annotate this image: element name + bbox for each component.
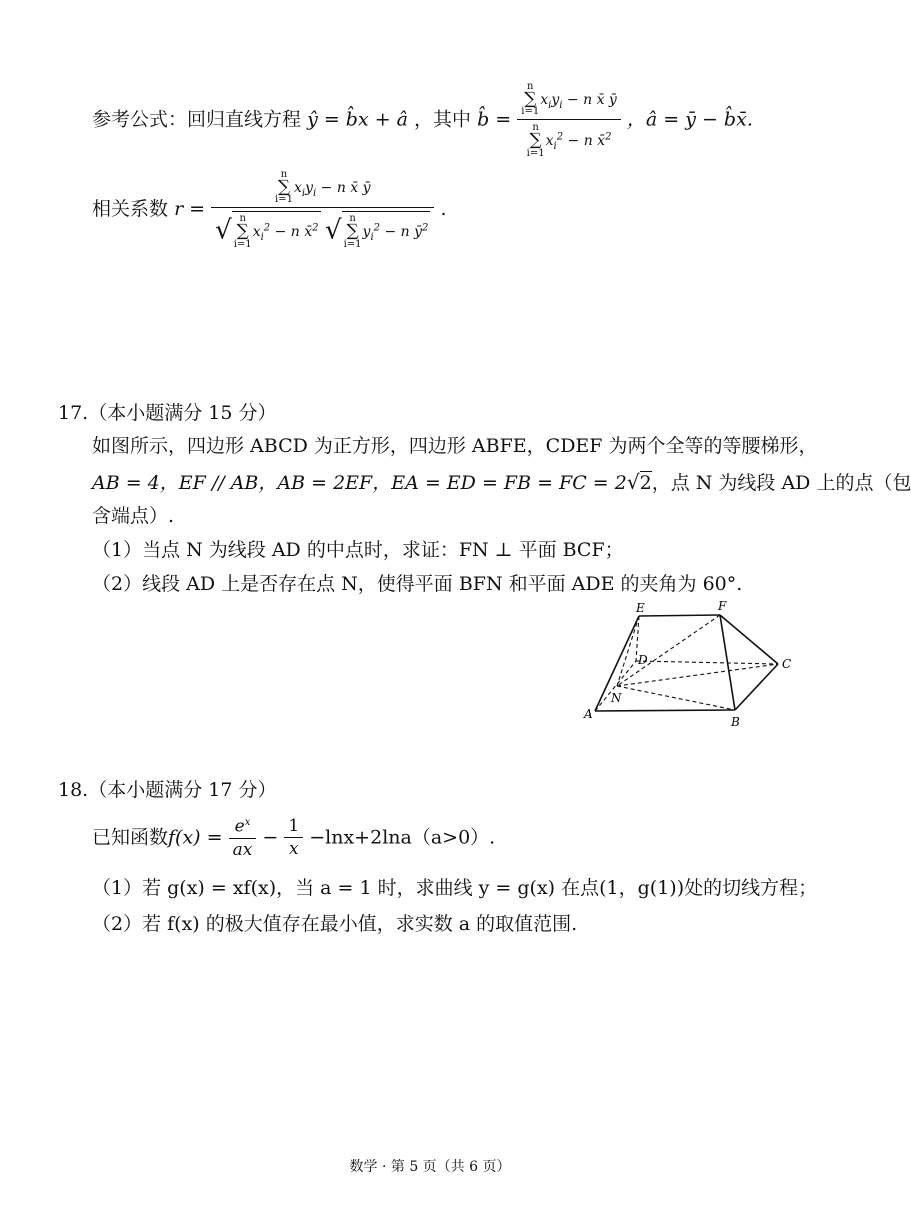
q18-function: 已知函数f(x) = $\frac{e^x}{ax}$ − $\frac{1}{x}$ −lnx+2lna（a>0）. [92, 816, 496, 860]
r-fraction: n ∑ $i=1x_iy_i - n$ x̄ ȳ √ n ∑ $i=1x_i^2 - n$ x̄$^2$ √ n ∑ $i=1y_i^2 - n$ $ȳ^2$ [211, 170, 434, 250]
q17-line1: 如图所示，四边形 ABCD 为正方形，四边形 ABFE，CDEF 为两个全等的等腰梯形， [92, 435, 818, 457]
label-F: F [718, 599, 727, 613]
correlation-label: 相关系数 [92, 197, 169, 220]
q17-geometry-figure [580, 598, 800, 730]
q17-points: （本小题满分 15 分） [88, 402, 277, 424]
regression-formula: 参考公式：回归直线方程 ŷ = b̂x + â ，其中 b̂ = n ∑ $i=1x_iy_i - n$ x̄ ȳ n ∑ $i=1x_i^2 - n$ x̄$^2$ ，â = ȳ − b̂x̄. [92, 81, 753, 159]
q18-points: （本小题满分 17 分） [88, 779, 277, 801]
q18-part2: （2）若 f(x) 的极大值存在最小值，求实数 a 的取值范围. [92, 913, 578, 935]
correlation-formula: 相关系数 r = n ∑ $i=1x_iy_i - n$ x̄ ȳ √ n ∑ $i=1x_i^2 - n$ x̄$^2$ √ n ∑ $i=1y_i^2 - n$ $ȳ^2$ . [92, 169, 447, 250]
q17-part1: （1）当点 N 为线段 AD 的中点时，求证：FN ⊥ 平面 BCF； [92, 539, 624, 561]
label-D: D [638, 653, 648, 667]
label-B: B [731, 715, 740, 729]
label-C: C [782, 657, 792, 671]
b-hat-fraction: n ∑ $i=1x_iy_i - n$ x̄ ȳ n ∑ $i=1x_i^2 - n$ x̄$^2$ [517, 82, 621, 159]
q18-header [58, 781, 276, 800]
q17-header [58, 404, 276, 423]
page-footer: 数学 · 第 5 页（共 6 页） [349, 1159, 511, 1175]
q17-number: 17. [58, 402, 89, 424]
one-over-x-fraction: $\frac{1}{x}$ [284, 818, 303, 858]
a-hat-formula: ，â = ȳ − b̂x̄. [626, 108, 753, 131]
q18-number: 18. [58, 779, 89, 801]
label-N: N [611, 691, 622, 705]
label-A: A [584, 707, 593, 721]
q18-rest: −lnx+2lna（a>0）. [309, 826, 496, 849]
label-E: E [636, 601, 645, 615]
reference-label: 参考公式：回归直线方程 [92, 108, 302, 131]
q17-line2: AB = 4，EF // AB，AB = 2EF，EA = ED = FB = FC = 2√2，点 N 为线段 AD 上的点（包 [92, 470, 911, 494]
q18-part1: （1）若 g(x) = xf(x)，当 a = 1 时，求曲线 y = g(x) 在点(1，g(1))处的切线方程； [92, 877, 818, 899]
sqrt-two: √2 [626, 470, 652, 494]
q17-part2: （2）线段 AD 上是否存在点 N，使得平面 BFN 和平面 ADE 的夹角为 60°. [92, 573, 743, 595]
exp-fraction: $\frac{e^x}{ax}$ [229, 818, 257, 859]
q18-intro: 已知函数 [92, 826, 169, 849]
reference-where: ，其中 [414, 108, 472, 131]
q17-line3: 含端点）. [92, 505, 175, 527]
regression-equation: ŷ = b̂x + â [307, 108, 408, 131]
